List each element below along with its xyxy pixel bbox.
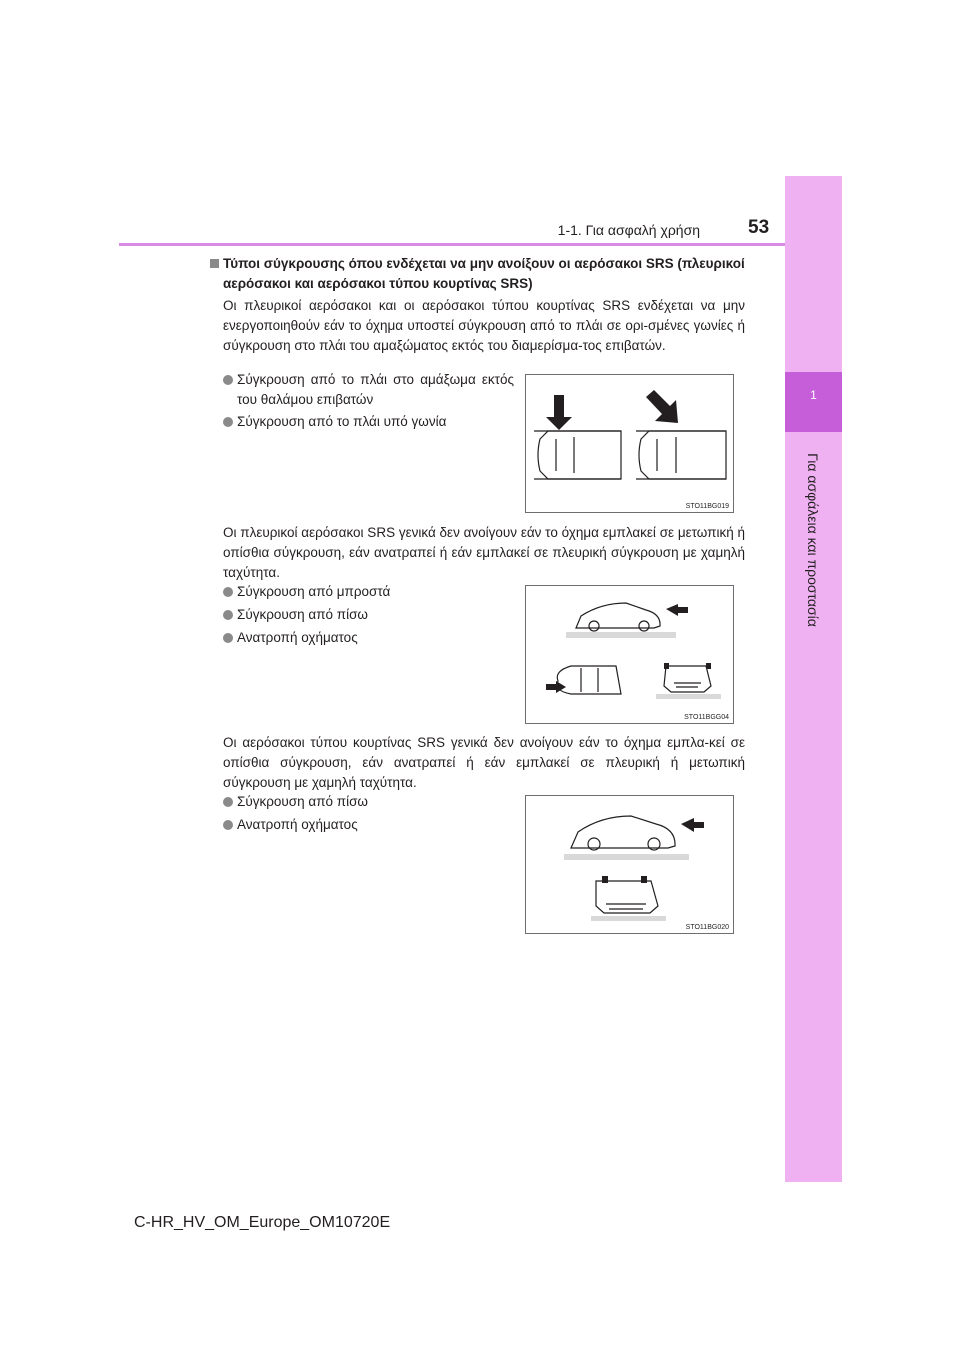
header-rule [119,243,785,246]
bullet-text: Σύγκρουση από μπροστά [237,584,391,599]
figure-front-rear-rollover [525,585,734,724]
figure-side-collision [525,374,734,513]
chapter-sidebar [785,176,842,1182]
figure-code: STO11BG019 [685,503,729,510]
paragraph-1: Οι πλευρικοί αερόσακοι και οι αερόσακοι τύπου κουρτίνας SRS ενδέχεται να μην ενεργοποιηθούν εάν το όχημα υποστεί σύγκρουση από το πλάι σε ορι-σμένες γωνίες ή σύγκρουση στο πλάι του αμαξώματος εκτός του διαμερίσμα-τος επιβατών. [223,298,745,353]
bullet-dot-icon [223,587,233,597]
bullet-text: Σύγκρουση από το πλάι στο αμάξωμα εκτός του θαλάμου επιβατών [237,372,514,407]
bullet-text: Ανατροπή οχήματος [237,630,358,645]
section-title: 1-1. Για ασφαλή χρήση [557,222,700,238]
bullet-item [223,370,514,410]
bullet-text: Σύγκρουση από πίσω [237,794,368,809]
chapter-title: Για ασφάλεια και προστασία [805,453,821,627]
heading-square-icon [210,259,219,268]
bullet-item [223,628,514,648]
figure-code: STO11BGG04 [684,714,729,721]
chapter-number-block [785,372,842,432]
bullet-dot-icon [223,820,233,830]
bullet-item [223,792,514,812]
bullet-text: Σύγκρουση από πίσω [237,607,368,622]
side-collision-illustration [526,375,733,512]
main-content [210,254,745,356]
bullet-dot-icon [223,610,233,620]
bullet-text: Ανατροπή οχήματος [237,817,358,832]
page-number: 53 [748,217,770,238]
bullet-text: Σύγκρουση από το πλάι υπό γωνία [237,414,447,429]
paragraph-3: Οι αερόσακοι τύπου κουρτίνας SRS γενικά δεν ανοίγουν εάν το όχημα εμπλα-κεί σε οπίσθια σύγκρουση, εάν ανατραπεί ή εάν εμπλακεί σε πλευρική ή μετωπική σύγκρουση με χαμηλή ταχύτητα. [223,735,745,790]
bullet-dot-icon [223,797,233,807]
document-code: C-HR_HV_OM_Europe_OM10720E [134,1214,391,1231]
chapter-number: 1 [810,388,817,402]
bullet-dot-icon [223,417,233,427]
bullet-item [223,412,514,432]
section-heading-text: Τύποι σύγκρουσης όπου ενδέχεται να μην ανοίξουν οι αερόσακοι SRS (πλευρικοί αερόσακοι και αερόσακοι τύπου κουρτίνας SRS) [223,256,745,291]
figure-code: STO11BG020 [685,924,729,931]
bullet-item [223,582,514,602]
paragraph-2: Οι πλευρικοί αερόσακοι SRS γενικά δεν ανοίγουν εάν το όχημα εμπλακεί σε μετωπική ή οπίσθια σύγκρουση, εάν ανατραπεί ή εάν εμπλακεί σε πλευρική σύγκρουση με χαμηλή ταχύτητα. [223,525,745,580]
figure-rear-rollover [525,795,734,934]
front-rear-rollover-illustration [526,586,733,723]
bullet-dot-icon [223,375,233,385]
bullet-dot-icon [223,633,233,643]
rear-rollover-illustration [526,796,733,933]
section-heading [210,254,745,294]
bullet-item [223,815,514,835]
bullet-item [223,605,514,625]
